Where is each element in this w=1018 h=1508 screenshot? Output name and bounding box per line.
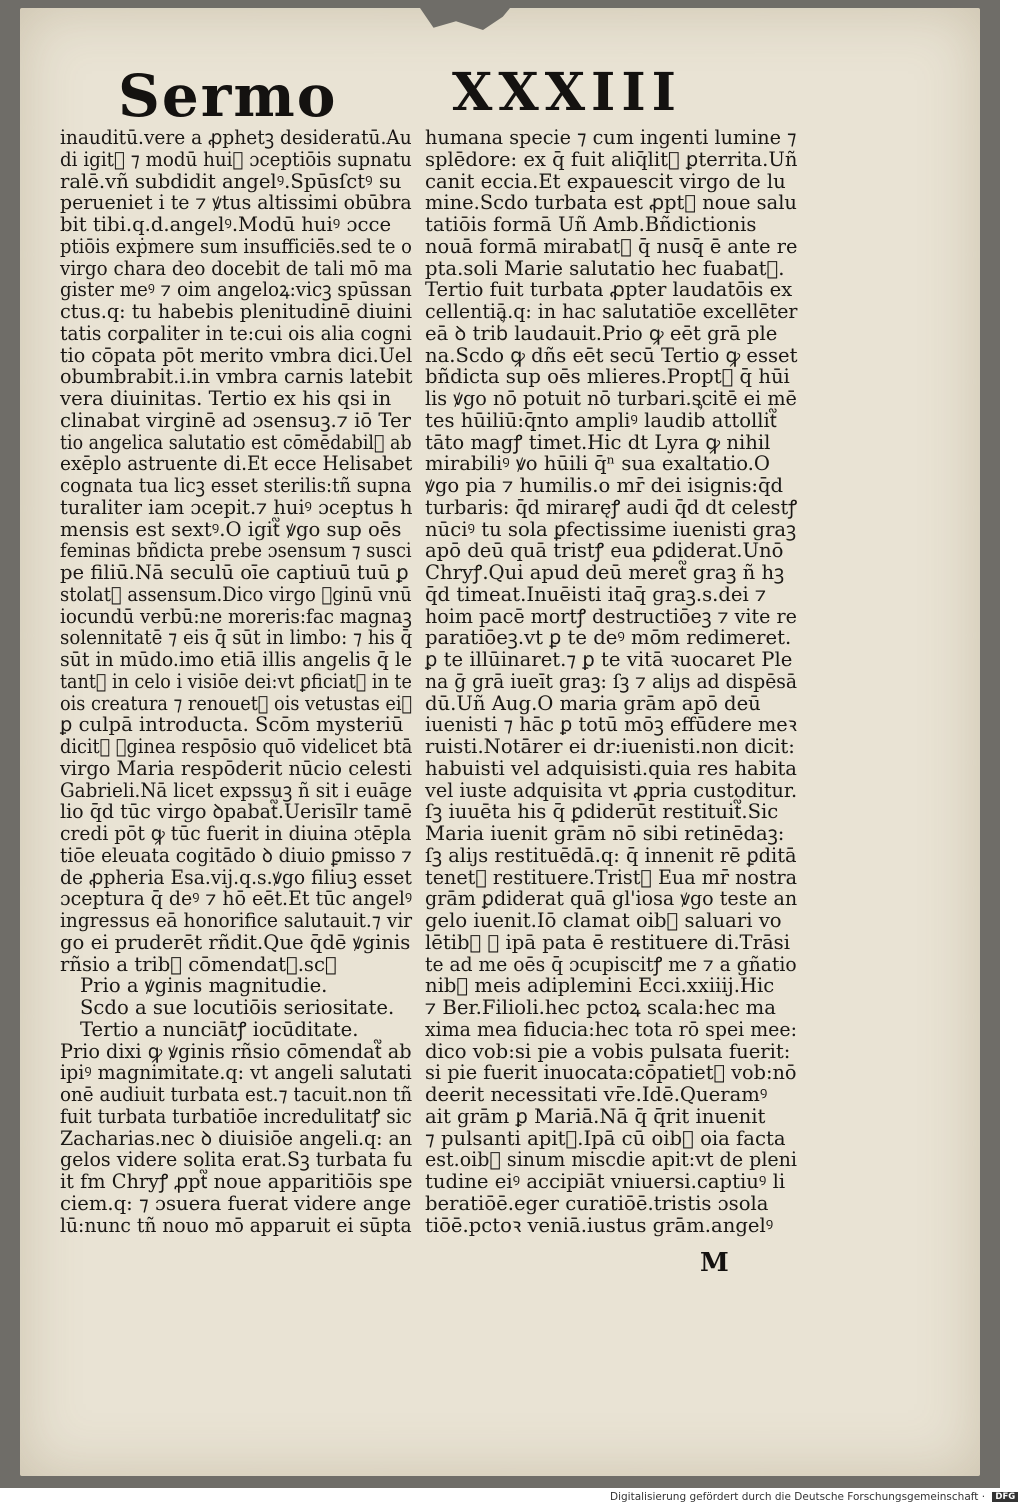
text-line: lis ꝟgo nō potuit nō turbari.scitē ei mē: [425, 387, 797, 410]
text-line: tatis corꝑaliter in te:cui ois alia cogni: [60, 321, 412, 345]
text-line: credi pōt ꝙ tūc fuerit in diuina ɔtēpla: [60, 822, 412, 845]
text-line: Zacharias.nec ꝺ diuisiōe angeli.q: an: [60, 1126, 413, 1150]
text-line: canit eccia.Et expauescit virgo de lu: [425, 169, 786, 193]
text-line: onē audiuit turbata est.⁊ tacuit.non tñ: [60, 1083, 413, 1106]
text-line: na ḡ grā iueīt graꝫ: ſꝫ ⁊ aliȷs ad dispēsā: [425, 669, 798, 693]
text-line: feminas bñdicta prebe ɔsensum ⁊ susci: [60, 539, 412, 563]
text-line: it fm Chryꝭ ꝓpt᷑ noue apparitiōis spe: [60, 1170, 413, 1193]
text-line: gister meꝰ ⁊ oim angeloꝝ:vicꝫ spūssan: [60, 278, 412, 302]
text-line: paratiōeꝫ.vt ꝑ te deꝰ mōm redimeret.: [425, 626, 792, 650]
text-line: Gabrieli.Nā licet expssuꝫ ñ sit i euāge: [60, 778, 413, 802]
text-line: Tertio a nunciātꝭ iocūditate.: [80, 1017, 359, 1041]
text-line: nouā formā mirabat᷑ q̄ nusq̄ ē ante re: [425, 234, 798, 258]
text-line: ait grām ꝑ Mariā.Nā q̄ q̄rit inuenit: [425, 1104, 766, 1128]
text-line: tiōē.pctoꝛ veniā.iustus grām.angelꝰ: [425, 1213, 774, 1237]
text-line: Prio dixi ꝙ ꝟginis rñsio cōmendat᷑ ab: [60, 1039, 412, 1063]
text-line: vera diuinitas. Tertio ex his qsi in: [60, 387, 392, 410]
text-line: turaliter iam ɔcepit.⁊ huiꝰ ɔceptus h: [60, 495, 413, 519]
text-line: ſꝫ aliȷs restituēdā.q: q̄ innenit rē ꝑditā: [425, 843, 797, 867]
text-line: Chryꝭ.Qui apud deū meret᷑ graꝫ ñ hꝫ: [425, 561, 785, 584]
text-line: inauditū.vere a ꝓphetꝫ desideratū.Au: [60, 126, 412, 149]
text-line: ingressus eā honorifice salutauit.⁊ vir: [60, 909, 413, 932]
text-line: ſꝫ iuuēta his q̄ ꝑdiderūt restituit᷑.Sic: [425, 800, 779, 824]
text-line: tant᷑ in celo i visiōe dei:vt ꝑficiat᷑ in te: [60, 669, 412, 693]
catchword: M: [700, 1248, 729, 1278]
text-line: lētib᷒ ꝙ ipā pata ē restituere di.Trāsi: [425, 930, 790, 954]
text-line: obumbrabit.i.in vmbra carnis latebit: [60, 365, 413, 389]
text-line: ruisti.Notārer ei dr:iuenisti.non dicit:: [425, 735, 795, 758]
text-line: lū:nunc tñ nouo mō apparuit ei sūpta: [60, 1213, 412, 1237]
text-line: gelo iuenit.Iō clamat oib᷒ saluari vo: [425, 909, 782, 932]
text-line: splēdore: ex q̄ fuit aliq̄lit᷑ ꝑterrita.Uñ: [425, 147, 798, 171]
text-line: mensis est sextꝰ.O igit᷑ ꝟgo sup oēs: [60, 517, 402, 541]
text-line: ciem.q: ⁊ ɔsuera fuerat videre ange: [60, 1191, 412, 1215]
text-line: ralē.vñ subdidit angelꝰ.Spūsſctꝰ su: [60, 169, 402, 193]
text-line: ⁊ pulsanti apit᷑.Ipā cū oib᷒ oia facta: [425, 1126, 786, 1150]
text-line: dico vob:si pie a vobis pulsata fuerit:: [425, 1039, 791, 1063]
text-line: pta.soli Marie salutatio hec fuabat᷑.: [425, 256, 785, 280]
text-line: ꝑ culpā introducta. Scōm mysteriū: [60, 713, 404, 737]
text-line: nūciꝰ tu sola ꝑfectissime iuenisti graꝫ: [425, 517, 797, 541]
text-line: Prio a ꝟginis magnitudie.: [80, 974, 328, 998]
sermon-number: XXXIII: [452, 62, 683, 123]
text-column-left: [60, 127, 412, 1236]
text-line: tio angelica salutatio est cōmēdabil᷑ ab: [60, 430, 412, 454]
text-line: rñsio a trib᷒ cōmendat᷑.scꝫ: [60, 952, 337, 976]
text-line: nib᷒ meis adiplemini Ecci.xxiiij.Hic: [425, 974, 775, 998]
text-line: dicit᷑ ꝟginea respōsio quō videlicet btā: [60, 735, 413, 758]
text-line: habuisti vel adquisisti.quia res habita: [425, 756, 797, 780]
text-line: apō deū quā tristꝭ eua ꝑdiderat.Unō: [425, 539, 784, 563]
text-line: ⁊ Ber.Filioli.hec pctoꝝ scala:hec ma: [425, 996, 776, 1019]
text-line: tio cōpata pōt merito vmbra dici.Uel: [60, 343, 413, 367]
text-line: perueniet i te ⁊ ꝟtus altissimi obūbra: [60, 191, 412, 215]
text-line: q̄d timeat.Inuēisti itaq̄ graꝫ.s.dei ⁊: [425, 582, 767, 606]
text-line: go ei pruderēt rñdit.Que q̄dē ꝟginis: [60, 930, 411, 954]
text-line: ɔceptura q̄ deꝰ ⁊ hō eēt.Et tūc angelꝰ: [60, 887, 413, 911]
text-line: deerit necessitati vr̄e.Idē.Queramꝰ: [425, 1083, 768, 1106]
text-line: ipiꝰ magnimitate.q: vt angeli salutati: [60, 1061, 412, 1085]
text-line: tatiōis formā Uñ Amb.Bñdictionis: [425, 213, 757, 236]
text-line: humana specie ⁊ cum ingenti lumine ⁊: [425, 126, 797, 149]
text-line: sūt in mūdo.imo etiā illis angelis q̄ le: [60, 648, 413, 671]
text-line: mine.Scdo turbata est ꝓpt᷑ noue salu: [425, 191, 797, 215]
text-line: xima mea fiducia:hec tota rō spei mee:: [425, 1017, 797, 1041]
text-line: est.oib᷒ sinum miscdie apit:vt de pleni: [425, 1148, 798, 1172]
footer-credit: [610, 1491, 1018, 1503]
text-line: te ad me oēs q̄ ɔcupiscitꝭ me ⁊ a gñatio: [425, 952, 797, 976]
text-line: hoim pacē mortꝭ destructiōeꝫ ⁊ vite re: [425, 604, 797, 628]
text-line: tenet᷑ restituere.Tristꝭ Eua mr̄ nostra: [425, 865, 797, 889]
text-line: ois creatura ⁊ renouet᷑ ois vetustas eiꝰ: [60, 691, 413, 715]
text-line: Tertio fuit turbata ꝓpter laudatōis ex: [425, 278, 793, 302]
text-line: dū.Uñ Aug.O maria grām apō deū: [425, 691, 761, 715]
text-line: grām ꝑdiderat quā gl'iosa ꝟgo teste an: [425, 887, 798, 911]
text-line: iocundū verbū:ne moreris:fac magnaꝫ: [60, 604, 412, 628]
text-line: beratiōē.eger curatiōē.tristis ɔsola: [425, 1191, 769, 1215]
text-line: na.Scdo ꝙ dñs eēt secū Tertio ꝙ esset: [425, 343, 798, 367]
text-line: Maria iuenit grām nō sibi retinēdaꝫ:: [425, 822, 785, 845]
text-line: fuit turbata turbatiōe incredulitatꝭ sic: [60, 1104, 412, 1128]
text-line: tes hūiliū:q̄nto ampliꝰ laudib᷒ attollit᷑: [425, 408, 777, 432]
text-line: iuenisti ⁊ hāc ꝑ totū mōꝫ effūdere meꝛ: [425, 713, 797, 737]
text-line: bit tibi.q.d.angelꝰ.Modū huiꝰ ɔcce: [60, 213, 392, 236]
text-line: tudine eiꝰ accipiāt vniuersi.captiuꝰ li: [425, 1170, 786, 1193]
text-line: Scdo a sue locutiōis seriositate.: [80, 996, 395, 1019]
text-line: stolat᷑ assensum.Dico virgo ꝟginū vnū: [60, 582, 412, 606]
text-line: ꝑ te illūinaret.⁊ ꝑ te vitā ꝛuocaret Ple: [425, 648, 793, 671]
dfg-logo: DFG: [992, 1492, 1018, 1502]
text-line: eā ꝺ trib᷒ laudauit.Prio ꝙ eēt grā ple: [425, 321, 778, 345]
text-line: bñdicta sup oēs mlieres.Propt᷑ q̄ hūi: [425, 365, 790, 389]
text-line: pe filiū.Nā seculū oīe captiuū tuū ꝑ: [60, 561, 409, 584]
footer-text: Digitalisierung gefördert durch die Deutsche Forschungsgemeinschaft ·: [610, 1491, 986, 1503]
text-line: tāto magꝭ timet.Hic dt Lyra ꝙ nihil: [425, 430, 771, 454]
text-line: cognata tua licꝫ esset sterilis:tñ supna: [60, 474, 412, 497]
text-line: clinabat virginē ad ɔsensuꝫ.⁊ iō Ter: [60, 408, 411, 432]
text-line: virgo Maria respōderit nūcio celesti: [60, 756, 412, 780]
text-line: solennitatē ⁊ eis q̄ sūt in limbo: ⁊ his q̄: [60, 626, 413, 650]
text-line: tiōe eleuata cogitādo ꝺ diuio ꝑmisso ⁊: [60, 843, 412, 867]
text-line: gelos videre solita erat.Sꝫ turbata fu: [60, 1148, 413, 1172]
text-line: ꝟgo pia ⁊ humilis.o mr̄ dei isignis:q̄d: [425, 474, 784, 497]
text-line: virgo chara deo docebit de tali mō ma: [60, 256, 413, 280]
text-line: cellentiā.q: in hac salutatiōe excellēter: [425, 300, 798, 323]
text-column-right: [425, 127, 797, 1236]
text-line: si pie fuerit inuocata:cōpatiet᷑ vob:nō: [425, 1061, 797, 1085]
text-line: di igit᷑ ⁊ modū huiꝰ ɔceptiōis supnatu: [60, 147, 412, 171]
text-line: lio q̄d tūc virgo ꝺpabat᷑.Uerisīlr tamē: [60, 800, 412, 824]
text-line: de ꝓpheria Esa.vij.q.s.ꝟgo filiuꝫ esset: [60, 865, 412, 889]
running-title: Sermo: [118, 62, 338, 130]
text-line: exēplo astruente di.Et ecce Helisabet: [60, 452, 413, 476]
text-line: ptiōis exṗmere sum insufficiēs.sed te o: [60, 234, 412, 258]
text-line: mirabiliꝰ ꝟo hūili q̄ⁿ sua exaltatio.O: [425, 452, 770, 476]
text-line: vel iuste adquisita vt ꝓpria custoditur.: [425, 778, 798, 802]
text-line: turbaris: q̄d miraręꝭ audi q̄d dt celestꝭ: [425, 495, 798, 519]
text-line: ctus.q: tu habebis plenitudinē diuini: [60, 300, 412, 323]
